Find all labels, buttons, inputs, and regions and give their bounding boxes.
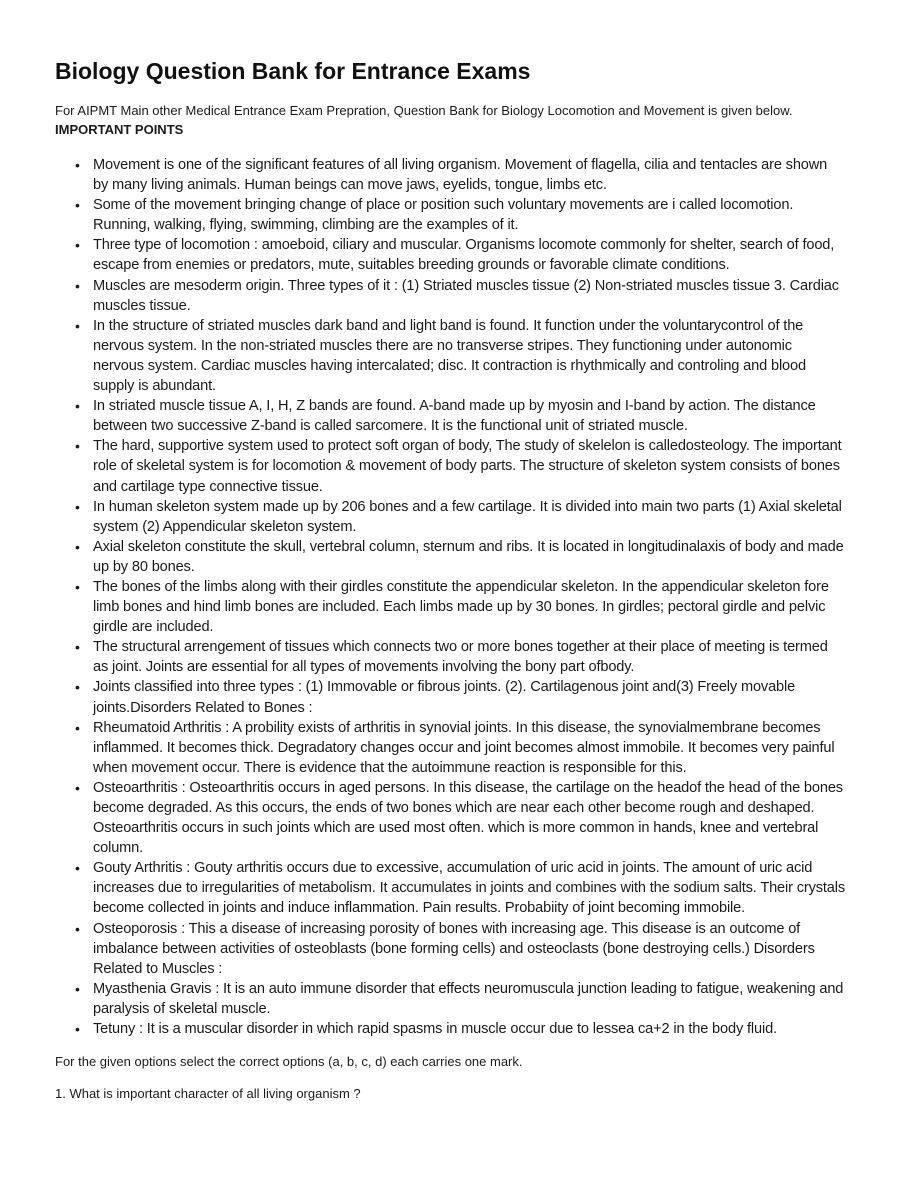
list-item-text: Movement is one of the significant features of all living organism. Movement of flagella, cilia and tentacles are shown by many living animals. Human beings can move jaws, eyelids, tongue, limbs etc.: [93, 157, 828, 194]
bullet-icon: •: [75, 639, 80, 656]
list-item: [55, 497, 845, 537]
list-item: [55, 235, 845, 275]
bullet-icon: •: [75, 578, 80, 595]
list-item: [55, 276, 845, 316]
bullet-icon: •: [75, 438, 80, 455]
instruction-text: For the given options select the correct options (a, b, c, d) each carries one mark.: [55, 1054, 523, 1070]
bullet-icon: •: [75, 719, 80, 736]
list-item-text: Gouty Arthritis : Gouty arthritis occurs due to excessive, accumulation of uric acid in joints. The amount of uric acid increases due to irregularities of metabolism. It accumulates in joints and combines with the sodium salts. Their crystals become collected in joints and induce inflammation. Pain results. Probabiity of joint becoming immobile.: [93, 860, 845, 917]
list-item: [55, 436, 845, 496]
bullet-icon: •: [75, 498, 80, 515]
list-item: [55, 718, 845, 778]
list-item: [55, 677, 845, 717]
list-item-text: Muscles are mesoderm origin. Three types of it : (1) Striated muscles tissue (2) Non-striated muscles tissue 3. Cardiac muscles tissue.: [93, 277, 839, 314]
intro-paragraph: For AIPMT Main other Medical Entrance Exam Prepration, Question Bank for Biology Locomotion and Movement is given below.: [55, 103, 793, 118]
list-item-text: Tetuny : It is a muscular disorder in which rapid spasms in muscle occur due to lessea ca+2 in the body fluid.: [93, 1021, 777, 1038]
list-item-text: The structural arrengement of tissues which connects two or more bones together at their place of meeting is termed as joint. Joints are essential for all types of movements involving the bony part ofbody.: [93, 639, 828, 676]
bullet-icon: •: [75, 980, 80, 997]
list-item: [55, 155, 845, 195]
list-item-text: Myasthenia Gravis : It is an auto immune disorder that effects neuromuscula junction leading to fatigue, weakening and paralysis of skeletal muscle.: [93, 980, 844, 1017]
list-item: [55, 1019, 845, 1039]
list-item-text: Joints classified into three types : (1) Immovable or fibrous joints. (2). Cartilagenous joint and(3) Freely movable joints.Disorders Related to Bones :: [93, 679, 796, 716]
bullet-icon: •: [75, 157, 80, 173]
bullet-icon: •: [75, 398, 80, 415]
list-item: [55, 577, 845, 637]
list-item: [55, 778, 845, 858]
bullet-icon: •: [75, 197, 80, 214]
bullet-icon: •: [75, 679, 80, 696]
list-item-text: The hard, supportive system used to protect soft organ of body, The study of skelelon is calledosteology. The important role of skeletal system is for locomotion & movement of body parts. The structure of skeleton system consists of bones and cartilage type connective tissue.: [93, 438, 842, 495]
important-points-list: [55, 155, 845, 1039]
list-item-text: In striated muscle tissue A, I, H, Z bands are found. A-band made up by myosin and I-band by action. The distance between two successive Z-band is called sarcomere. It is the functional unit of striated muscle.: [93, 398, 816, 435]
list-item-text: Osteoarthritis : Osteoarthritis occurs in aged persons. In this disease, the cartilage on the headof the head of the bones become degraded. As this occurs, the ends of two bones which are near each other become rough and deshaped. Osteoarthritis occurs in such joints which are used most often. which is more common in hands, knee and vertebral column.: [93, 779, 843, 857]
bullet-icon: •: [75, 860, 80, 877]
list-item-text: Osteoporosis : This a disease of increasing porosity of bones with increasing age. This disease is an outcome of imbalance between activities of osteoblasts (bone forming cells) and osteoclasts (bone destroying cells.) Disorders Related to Muscles :: [93, 920, 815, 977]
list-item-text: In the structure of striated muscles dark band and light band is found. It function under the voluntarycontrol of the nervous system. In the non-striated muscles there are no transverse stripes. They functioning under autonomic nervous system. Cardiac muscles having intercalated; disc. It contraction is rhythmically and controling and blood supply is abundant.: [93, 317, 806, 395]
list-item-text: Rheumatoid Arthritis : A probility exists of arthritis in synovial joints. In this disease, the synovialmembrane becomes inflammed. It becomes thick. Degradatory changes occur and joint becomes almost immobile. It becomes very painful when movement occur. There is evidence that the autoimmune reaction is responsible for this.: [93, 719, 835, 776]
list-item: [55, 537, 845, 577]
question-1: 1. What is important character of all living organism ?: [55, 1086, 361, 1102]
bullet-icon: •: [75, 237, 80, 254]
list-item-text: Three type of locomotion : amoeboid, ciliary and muscular. Organisms locomote commonly for shelter, search of food, escape from enemies or predators, mute, suitables breeding grounds or favorable climate conditions.: [93, 237, 835, 274]
bullet-icon: •: [75, 317, 80, 334]
list-item: [55, 637, 845, 677]
list-item: [55, 195, 845, 235]
list-item: [55, 396, 845, 436]
list-item-text: Some of the movement bringing change of place or position such voluntary movements are i called locomotion. Running, walking, flying, swimming, climbing are the examples of it.: [93, 197, 794, 234]
bullet-icon: •: [75, 277, 80, 294]
list-item: [55, 316, 845, 396]
bullet-icon: •: [75, 779, 80, 796]
list-item: [55, 919, 845, 979]
list-item-text: The bones of the limbs along with their girdles constitute the appendicular skeleton. In the appendicular skeleton fore limb bones and hind limb bones are included. Each limbs made up by 30 bones. In girdles; pectoral girdle and pelvic girdle are included.: [93, 578, 829, 636]
bullet-icon: •: [75, 1021, 80, 1038]
list-item-text: Axial skeleton constitute the skull, vertebral column, sternum and ribs. It is located in longitudinalaxis of body and made up by 80 bones.: [93, 538, 844, 575]
bullet-icon: •: [75, 538, 80, 555]
document-title: Biology Question Bank for Entrance Exams: [55, 58, 531, 84]
section-heading: IMPORTANT POINTS: [55, 122, 184, 137]
list-item: [55, 979, 845, 1019]
list-item-text: In human skeleton system made up by 206 bones and a few cartilage. It is divided into main two parts (1) Axial skeletal system (2) Appendicular skeleton system.: [93, 498, 842, 535]
bullet-icon: •: [75, 920, 80, 937]
list-item: [55, 858, 845, 918]
